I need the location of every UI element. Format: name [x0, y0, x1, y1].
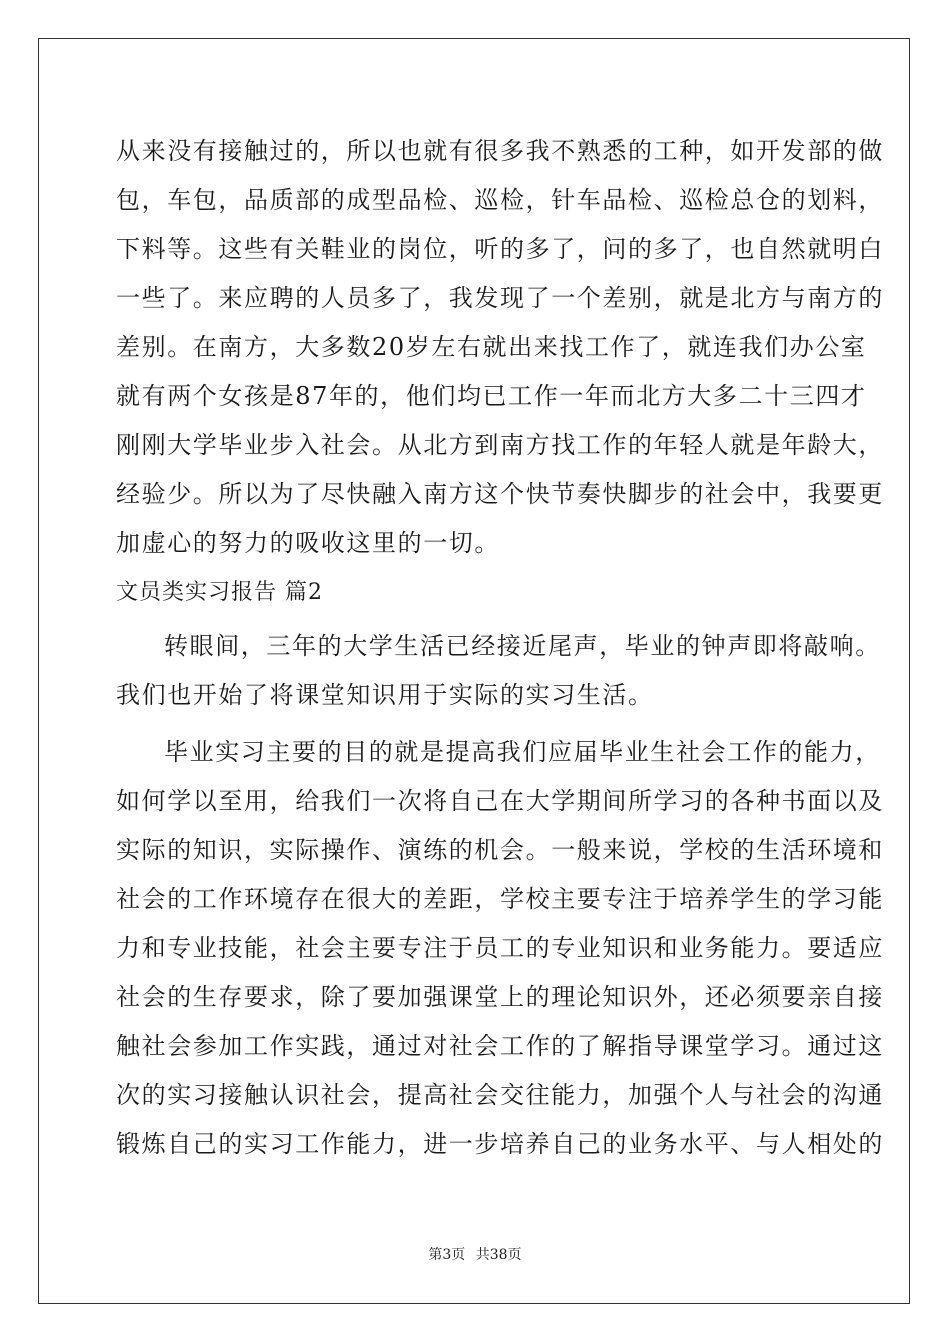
body-line: 一些了。来应聘的人员多了，我发现了一个差别，就是北方与南方的 — [116, 284, 884, 312]
body-line: 力和专业技能，社会主要专注于员工的专业知识和业务能力。要适应 — [116, 934, 884, 962]
page-border — [38, 38, 910, 1304]
body-line: 毕业实习主要的目的就是提高我们应届毕业生社会工作的能力， — [164, 738, 881, 766]
page-total: 共38页 — [475, 1247, 522, 1263]
body-line: 转眼间，三年的大学生活已经接近尾声，毕业的钟声即将敲响。 — [164, 632, 881, 660]
body-line: 下料等。这些有关鞋业的岗位，听的多了，问的多了，也自然就明白 — [116, 235, 884, 263]
body-line: 实际的知识，实际操作、演练的机会。一般来说，学校的生活环境和 — [116, 836, 884, 864]
body-line: 加虚心的努力的吸收这里的一切。 — [116, 529, 500, 557]
body-line: 经验少。所以为了尽快融入南方这个快节奏快脚步的社会中，我要更 — [116, 480, 884, 508]
page-number: 第3页 — [428, 1247, 466, 1263]
body-line: 触社会参加工作实践，通过对社会工作的了解指导课堂学习。通过这 — [116, 1032, 884, 1060]
body-line: 就有两个女孩是87年的，他们均已工作一年而北方大多二十三四才 — [116, 382, 867, 410]
body-line: 社会的工作环境存在很大的差距，学校主要专注于培养学生的学习能 — [116, 885, 884, 913]
body-line: 差别。在南方，大多数20岁左右就出来找工作了，就连我们办公室 — [116, 333, 867, 361]
body-line: 刚刚大学毕业步入社会。从北方到南方找工作的年轻人就是年龄大， — [116, 431, 884, 459]
page-footer — [0, 1246, 950, 1264]
body-line: 包，车包，品质部的成型品检、巡检，针车品检、巡检总仓的划料， — [116, 186, 884, 214]
body-line: 锻炼自己的实习工作能力，进一步培养自己的业务水平、与人相处的 — [116, 1130, 884, 1158]
body-line: 从来没有接触过的，所以也就有很多我不熟悉的工种，如开发部的做 — [116, 137, 884, 165]
body-line: 次的实习接触认识社会，提高社会交往能力，加强个人与社会的沟通 — [116, 1081, 884, 1109]
body-line: 我们也开始了将课堂知识用于实际的实习生活。 — [116, 681, 654, 709]
body-line: 社会的生存要求，除了要加强课堂上的理论知识外，还必须要亲自接 — [116, 983, 884, 1011]
section-heading: 文员类实习报告 篇2 — [116, 580, 323, 605]
body-line: 如何学以至用，给我们一次将自己在大学期间所学习的各种书面以及 — [116, 787, 884, 815]
